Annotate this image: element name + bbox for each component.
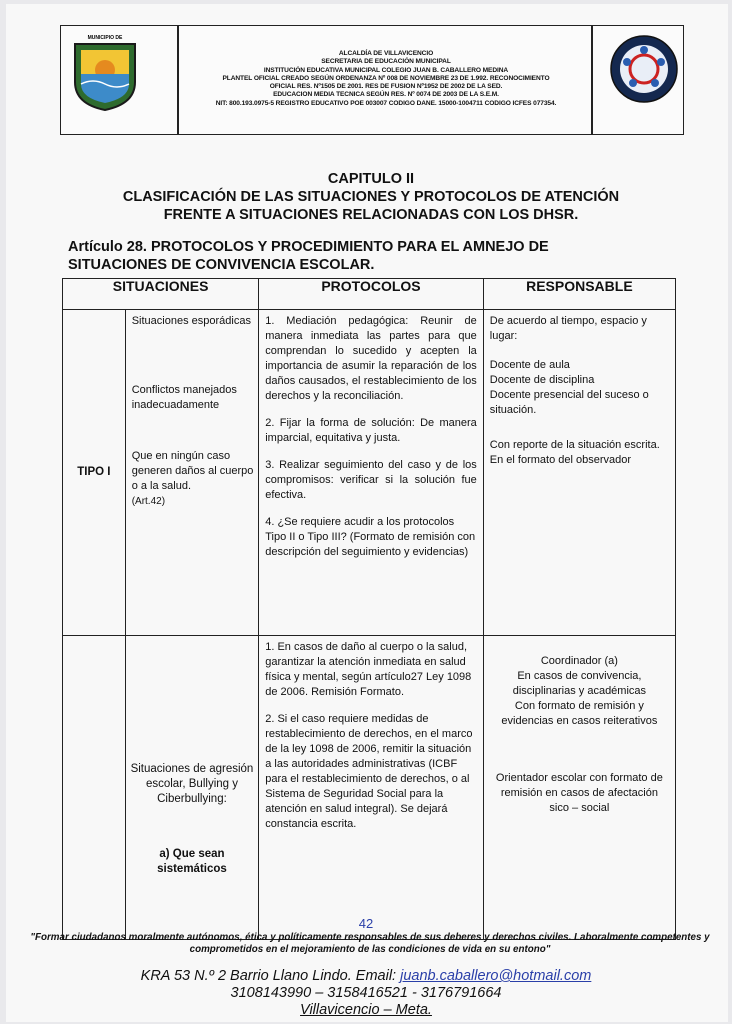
protocol-step: 2. Fijar la forma de solución: De manera imparcial, equitativa y justa. [265,417,477,444]
situation-item: Situaciones de agresión escolar, Bullying y Ciberbullying: [130,763,254,805]
table-row [63,310,676,636]
chapter-heading [60,170,682,224]
table-row [63,636,676,940]
protocol-step: 1. En casos de daño al cuerpo o la salud, garantizar la atención inmediata en salud física y mental, según artículo27 Ley 1098 de 2006. Remisión Formato. [265,641,472,698]
article-heading [68,238,668,274]
header-line: PLANTEL OFICIAL CREADO SEGÚN ORDENANZA Nº 008 DE NOVIEMBRE 23 DE 1.992. RECONOCIMIENTO [222,74,550,82]
chapter-number: CAPITULO II [327,171,415,187]
responsible-item: Docente de aula [489,359,570,371]
protocolos-cell [259,636,484,940]
responsible-item: Docente de disciplina [489,374,595,386]
situaciones-cell [125,310,259,636]
article-title: Artículo 28. PROTOCOLOS Y PROCEDIMIENTO PARA EL AMNEJO DE [68,239,549,255]
responsible-item: Orientador escolar con formato de remisión en casos de afectación sico – social [495,772,663,814]
header-protocolos: PROTOCOLOS [259,279,484,310]
email-link[interactable]: juanb.caballero@hotmail.com [400,968,592,984]
situation-item: Conflictos manejados inadecuadamente [131,384,237,411]
situation-item: (Art.42) [131,496,166,507]
address: KRA 53 N.º 2 Barrio Llano Lindo. Email: [140,968,401,984]
phone-numbers: 3108143990 – 3158416521 - 3176791664 [230,985,502,1001]
situation-item: Que en ningún caso generen daños al cuerpo o a la salud. [131,450,254,492]
protocol-step: 2. Si el caso requiere medidas de restablecimiento de derechos, en el marco de la ley 1098 de 2006, remitir la situación a las autoridades administrativas (ICBF para el restablecimiento de derechos, o al Sistema de Seguridad Social para la atención en salud integral). Se dejará constancia escrita. [265,713,473,830]
letterhead [60,25,684,135]
header-situaciones: SITUACIONES [63,279,259,310]
header-line: INSTITUCIÓN EDUCATIVA MUNICIPAL COLEGIO JUAN B. CABALLERO MEDINA [263,66,509,74]
logo-caption: MUNICIPIO DE [87,35,123,41]
municipality-shield-logo [67,32,143,112]
institution-info [183,50,589,108]
chapter-title: CLASIFICACIÓN DE LAS SITUACIONES Y PROTOCOLOS DE ATENCIÓN [122,189,620,205]
protocol-step: 3. Realizar seguimiento del caso y de los compromisos: verificar si la solución fue efectiva. [265,459,477,501]
protocolos-cell [259,310,484,636]
responsible-item: De acuerdo al tiempo, espacio y lugar: [489,315,647,342]
article-title: SITUACIONES DE CONVIVENCIA ESCOLAR. [68,257,375,273]
table-header-row [63,279,676,310]
protocols-table [62,278,676,940]
tipo-cell-empty [63,636,126,940]
responsable-cell [483,636,675,940]
header-line: SECRETARIA DE EDUCACIÓN MUNICIPAL [321,58,451,66]
tipo-cell: TIPO I [63,310,126,636]
responsible-item: Coordinador (a) [540,655,618,667]
situation-item: Situaciones esporádicas [131,315,251,327]
chapter-title: FRENTE A SITUACIONES RELACIONADAS CON LOS DHSR. [163,207,579,223]
page-number: 42 [358,916,374,931]
protocol-step: 4. ¿Se requiere acudir a los protocolos Tipo II o Tipo III? (Formato de remisión con descripción del seguimiento y evidencias) [265,516,476,558]
situaciones-cell [125,636,259,940]
header-line: ALCALDÍA DE VILLAVICENCIO [338,50,434,57]
city: Villavicencio – Meta. [300,1002,432,1018]
situation-item: a) Que sean sistemáticos [157,848,227,875]
responsible-item: Con formato de remisión y evidencias en casos reiterativos [501,700,658,727]
header-responsable: RESPONSABLE [483,279,675,310]
responsable-cell [483,310,675,636]
responsible-item: Docente presencial del suceso o situación. [489,389,649,416]
responsible-item: En el formato del observador [489,454,632,466]
header-line: OFICIAL RES. Nº1505 DE 2001. RES DE FUSION Nº1952 DE 2002 DE LA SED. [269,83,503,91]
protocol-step: 1. Mediación pedagógica: Reunir de manera inmediata las partes para que comprendan lo sucedido y acepten la importancia de asumir la reparación de los daños causados, el restablecimiento de los derechos y la reconciliación. [265,315,477,402]
mission-quote: "Formar ciudadanos moralmente autónomos, ética y políticamente responsables de sus deberes y derechos civiles. Laboralmente competentes y comprometidos en el mejoramiento de las condiciones de vida en su entono" [30,932,710,955]
responsible-item: Con reporte de la situación escrita. [489,439,660,451]
header-line: EDUCACION MEDIA TECNICA SEGÚN RES. Nº 0074 DE 2003 DE LA S.E.M. [273,91,499,99]
header-line: NIT: 800.193.0975-5 REGISTRO EDUCATIVO POE 003007 CODIGO DANE. 15000-1004711 CODIGO ICFES 077354. [215,99,557,107]
contact-block [0,968,732,1019]
school-emblem-logo [609,34,679,104]
responsible-item: En casos de convivencia, disciplinarias y académicas [512,670,647,697]
